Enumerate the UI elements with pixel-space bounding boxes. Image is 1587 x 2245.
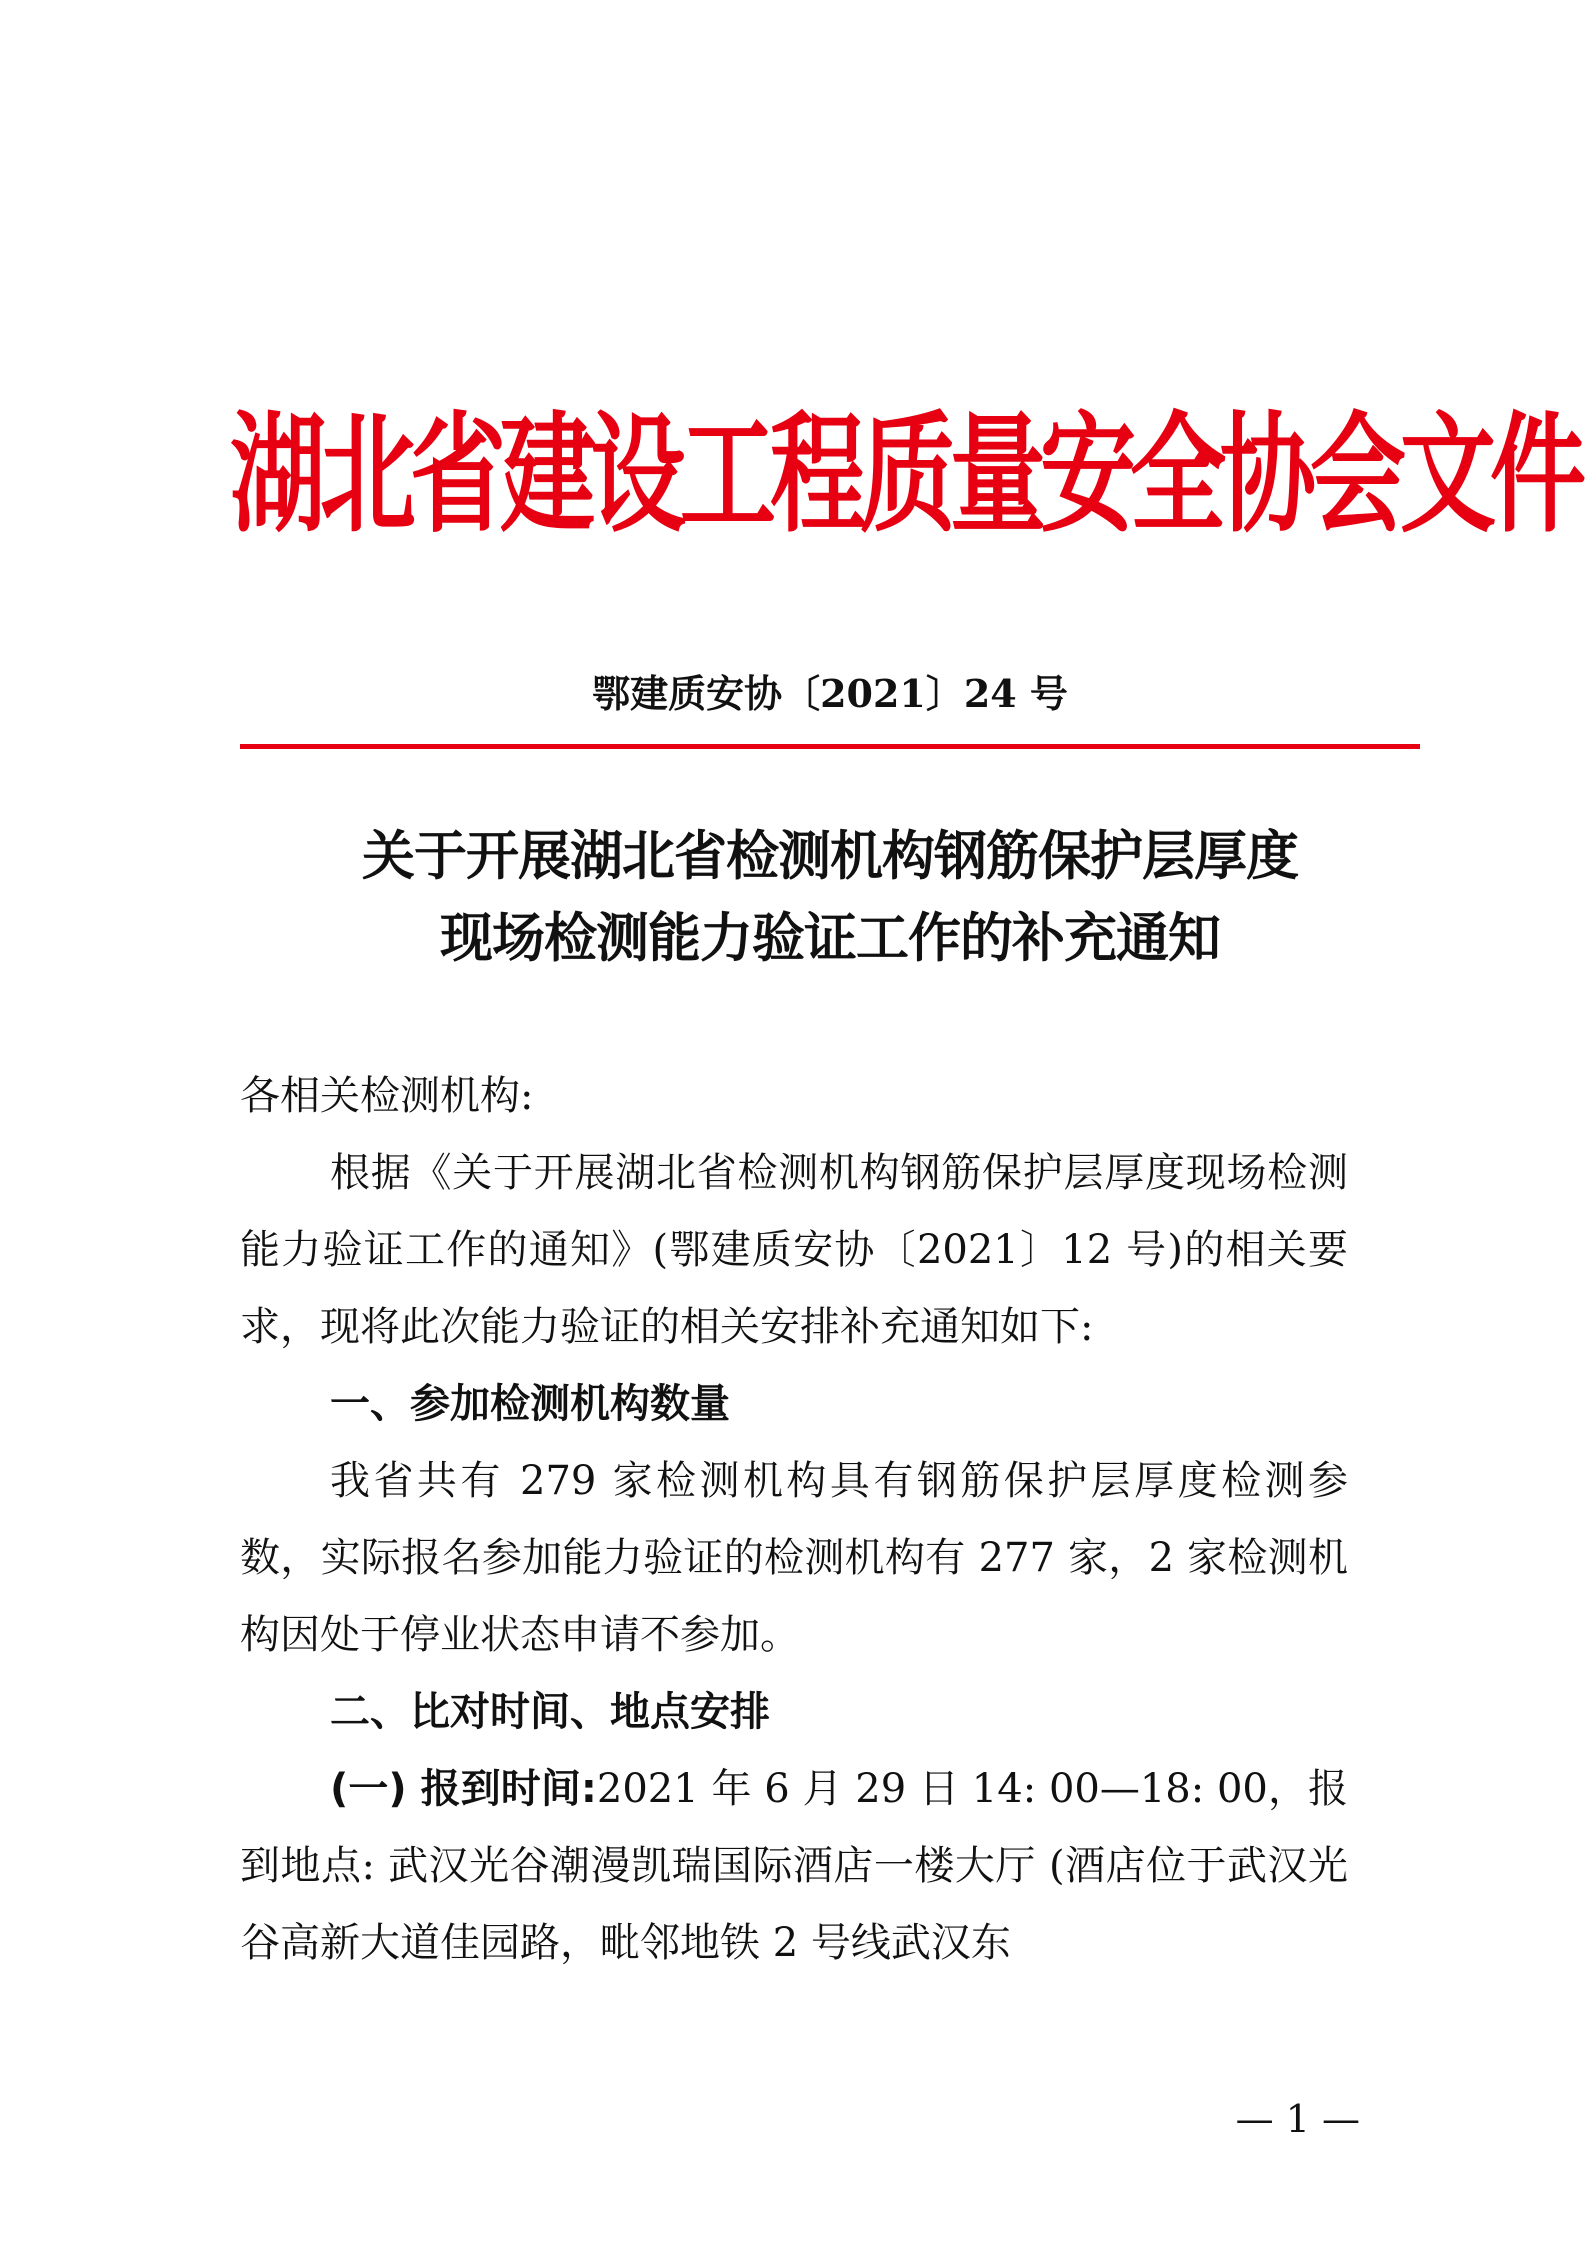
notice-title-line-2: 现场检测能力验证工作的补充通知 xyxy=(440,907,1220,969)
intro-paragraph: 根据《关于开展湖北省检测机构钢筋保护层厚度现场检测能力验证工作的通知》(鄂建质安协〔2021〕12 号)的相关要求，现将此次能力验证的相关安排补充通知如下: xyxy=(240,1150,1348,1350)
document-number: 鄂建质安协〔2021〕24 号 xyxy=(592,671,1068,716)
page-number: — 1 — xyxy=(1235,2097,1360,2141)
section-2-item-1-text: 2021 年 6 月 29 日 14: 00—18: 00，报到地点: 武汉光谷潮漫凯瑞国际酒店一楼大厅 (酒店位于武汉光谷高新大道佳园路，毗邻地铁 2 号线武汉东 xyxy=(240,1766,1348,1966)
notice-body xyxy=(240,1058,1348,1982)
notice-title xyxy=(240,815,1420,979)
salutation: 各相关检测机构: xyxy=(240,1073,534,1119)
red-divider-rule xyxy=(240,744,1420,749)
section-2-item-1-label: (一) 报到时间: xyxy=(330,1766,597,1812)
section-1-paragraph: 我省共有 279 家检测机构具有钢筋保护层厚度检测参数，实际报名参加能力验证的检测机构有 277 家，2 家检测机构因处于停业状态申请不参加。 xyxy=(240,1458,1348,1658)
section-1-heading: 一、参加检测机构数量 xyxy=(330,1381,730,1427)
notice-title-line-1: 关于开展湖北省检测机构钢筋保护层厚度 xyxy=(362,825,1298,887)
masthead-title: 湖北省建设工程质量安全协会文件 xyxy=(230,399,1580,551)
section-2-heading: 二、比对时间、地点安排 xyxy=(330,1689,770,1735)
section-2-item-1 xyxy=(240,1751,1348,1982)
